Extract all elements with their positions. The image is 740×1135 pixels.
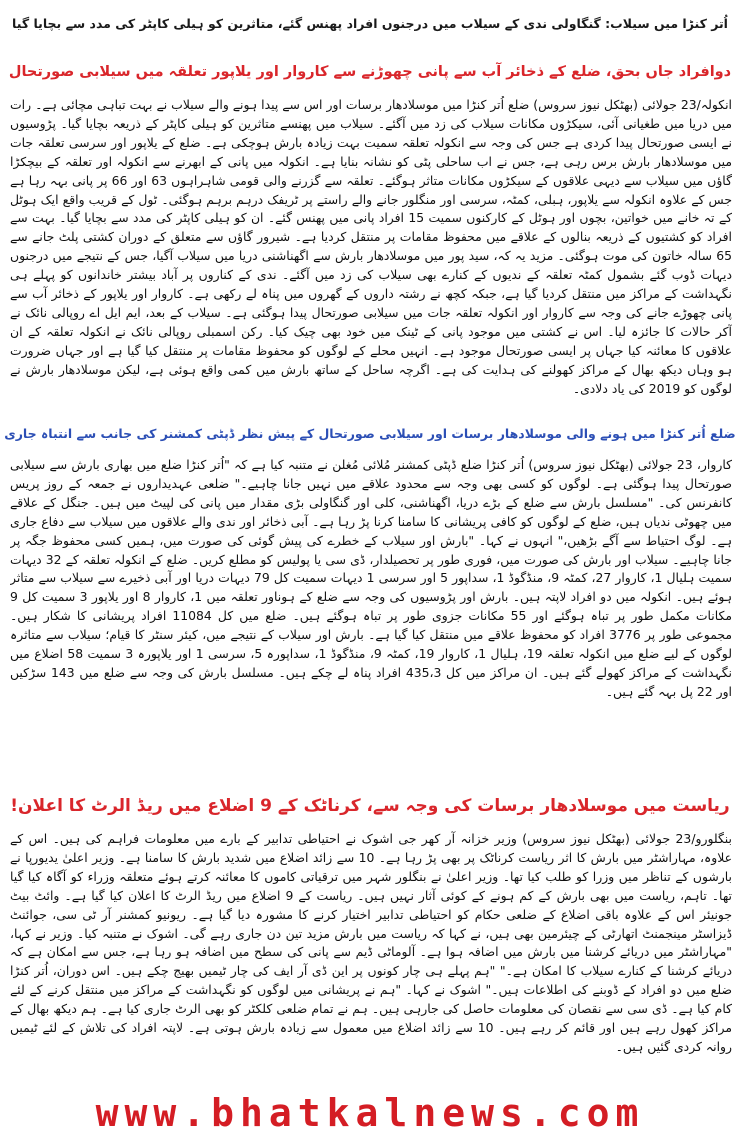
main-headline: اُتر کنڑا میں سیلاب: گنگاولی ندی کے سیلاب میں درجنوں افراد پھنس گئے، متاثرین کو ہیلی کاپٹر کی مدد سے بچایا گیا	[12, 16, 728, 31]
third-headline: ریاست میں موسلادھار برسات کی وجہ سے، کرناٹک کے 9 اضلاع میں ریڈ الرٹ کا اعلان!	[10, 796, 730, 816]
article-second	[10, 456, 732, 782]
article-first-body: انکولہ/23 جولائی (بھٹکل نیوز سروس) ضلع اُتر کنڑا میں موسلادھار برسات اور اس سے پیدا ہونے والے سیلاب نے بہت تباہی مچائی ہے۔ رات میں دریا میں طغیانی آئی، سیکڑوں مکانات سیلاب کی زد میں آگئے۔ سیلاب میں پھنسے متاثرین کو ہیلی کاپٹر کے ذریعہ بچایا گیا۔ پڑوسیوں نے ایسی صورتحال پیدا کردی ہے جس کی وجہ سے انکولہ تعلقہ سمیت بہت زیادہ بارش ہوچکی ہے۔ ضلع کے یلاپور اور سرسی تعلقہ جات میں موسلادھار بارش برس رہی ہے، جس نے اب ساحلی پٹی کو نشانہ بنایا ہے۔ انکولہ میں پانی کے ابھرنے سے انکولہ اور تعلقہ کے بیچکڑا گاؤں میں سیلاب سے دیہی علاقوں کے سیکڑوں مکانات متاثر ہوگئے۔ تعلقہ سے گزرنے والی قومی شاہراہوں 63 اور 66 پر پانی بہہ رہا ہے جس کے علاوہ انکولہ سے یلاپور، ہبلی، کمٹہ، سرسی اور منگلور جانے والے راستے پر ٹریفک درہم برہم ہوگئی۔ ٹول کے قریب واقع ایک ہوٹل کے تہ خانے میں خواتین، بچوں اور ہوٹل کے کارکنوں سمیت 15 افراد پانی میں پھنس گئے۔ ان کو ہیلی کاپٹر کی مدد سے بچایا گیا۔ بہت سے افراد کو کشتیوں کے ذریعہ بنالوں کے علاقے میں محفوظ مقامات پر منتقل کردیا ہے۔ شیرور گاؤں سے متعلق کے دوران کشتی پلٹ جانے سے 65 سالہ خاتون کی موت ہوگئی۔ مزید یہ کہ، سید پور میں موسلادھار بارش سے اگھناشنی دریا میں سیلاب آگیا، جس کے نتیجے میں درجنوں دیہات ڈوب گئے بشمول کمٹہ تعلقہ کے ندیوں کے کنارے بھی سیلاب کی زد میں آگئے۔ ندی کے کناروں پر آباد بیشتر خاندانوں کو پہلے ہی نگہداشت کے مراکز میں منتقل کردیا گیا ہے، جبکہ کچھ نے رشتہ داروں کے گھروں میں پناہ لے رکھی ہے۔ کاروار اور یلاپور کے ذخائر آب سے پانی چھوڑے جانے کی وجہ سے کاروار اور انکولہ تعلقہ جات میں سیلابی صورتحال پیدا ہوگئی ہے۔ سیلاب کے بعد، ایم ایل اے روپالی نائک نے آکر حالات کا جائزہ لیا۔ اس نے کشتی میں موجود پانی کے ٹینک میں خود بھی چیک کیا۔ رکن اسمبلی روپالی نائک نے انکولہ تعلقہ کے ان علاقوں کا معائنہ کیا جہاں پر ایسی صورتحال موجود ہے۔ انہیں محلے کے لوگوں کو محفوظ مقامات پر منتقل کیا گیا ہے اور جہاں ضرورت ہو وہاں دیکھ بھال کے مراکز کھولنے کی ہدایت کی ہے۔ اگرچہ ساحل کے ساتھ بارش میں کمی واقع ہوئی ہے، لیکن موسلادھار بارش نے لوگوں کو 2019 کی یاد دلادی۔	[10, 97, 732, 396]
second-headline: ضلع اُتر کنڑا میں ہونے والی موسلادھار برسات اور سیلابی صورتحال کے پیش نظر ڈپٹی کمشنر کی جانب سے انتباہ جاری	[4, 426, 736, 441]
article-second-body: کاروار، 23 جولائی (بھٹکل نیوز سروس) اُتر کنڑا ضلع ڈپٹی کمشنر مُلائی مُغلن نے متنبہ کیا ہے کہ "اُتر کنڑا ضلع میں بھاری بارش سے سیلابی صورتحال پیدا ہوگئی ہے۔ لوگوں کو کسی بھی وجہ سے محدود علاقے میں نہیں جانا چاہیے۔" ضلعی عہدیداروں نے جمعہ کے روز پریس کانفرنس کی۔ "مسلسل بارش سے ضلع کے بڑے دریا، اگھناشنی، کلی اور گنگاولی بڑی مقدار میں پانی کی لپیٹ میں ہیں۔ جنگل کے علاقے میں چھوٹی ندیاں ہیں، ضلع کے لوگوں کو کافی پریشانی کا سامنا کرنا پڑ رہا ہے۔ آبی ذخائر اور ندی والے علاقوں میں سیلاب سے دفاع جاری ہے۔ لوگ احتیاط سے آگے بڑھیں،" انہوں نے کہا۔ "بارش اور سیلاب کے خطرے کی پیش گوئی کی صورت میں، ہمیں کسی محفوظ جگہ پر جانا چاہیے۔ سیلاب اور بارش کی صورت میں، فوری طور پر تحصیلدار، ڈی سی یا پولیس کو مطلع کریں۔ ضلع کے انکولہ تعلقہ کے 32 دیہات سمیت ہلیال 1، کاروار 27، کمٹہ 9، منڈگوڈ 1، سداپور 5 اور سرسی 1 دیہات سمیت کل 79 دیہات دریا اور آبی ذخیرے سے سیلاب سے متاثر ہوئے ہیں۔ انکولہ میں دو افراد لاپتہ ہیں۔ بارش اور پڑوسیوں کی وجہ سے ضلع کے ہوناور تعلقہ میں 1، کاروار 8 اور یلاپور 3 سمیت کل 9 مکانات مکمل طور پر تباہ ہوگئے اور 55 مکانات جزوی طور پر تباہ ہوگئے ہیں۔ ضلع میں کل 11084 افراد پریشانی کا شکار ہیں۔ مجموعی طور پر 3776 افراد کو محفوظ علاقے میں منتقل کیا گیا ہے۔ بارش اور سیلاب کے نتیجے میں، کیئر سنٹر کا قیام؛ سیلاب سے متاثرہ لوگوں کے لیے ضلع میں انکولہ تعلقہ 19، ہلیال 1، کاروار 19، کمٹہ 9، منڈگوڈ 1، سداپورہ 5، سرسی 1 اور یلاپورہ 3 سمیت 58 اضلاع میں نگہداشت کے مراکز کھولے گئے ہیں۔ ان مراکز میں کل 435،3 افراد پناہ لے چکے ہیں۔ مسلسل بارش کی وجہ سے ضلع میں 143 سڑکیں اور 22 پل بہہ گئے ہیں۔	[10, 457, 732, 699]
article-third	[10, 830, 732, 1098]
article-first	[10, 96, 732, 412]
article-third-body: بنگلورو/23 جولائی (بھٹکل نیوز سروس) وزیر خزانہ آر کھر جی اشوک نے احتیاطی تدابیر کے بارے میں معلومات فراہم کی ہیں۔ اس کے علاوہ، مہاراشٹر میں بارش کا اثر ریاست کرناٹک پر بھی پڑ رہا ہے۔ 10 سے زائد اضلاع میں شدید بارش کا سامنا ہے۔ وزیر اعلیٰ یدیورپا نے بارشوں کے تناظر میں وزرا کو طلب کیا تھا۔ وزیر اعلیٰ نے بنگلور شہر میں ترقیاتی کاموں کا معائنہ کرتے ہوئے متعلقہ وزراء کو آگاہ کیا گیا تھا۔ تاہم، ریاست میں بھی بارش کے کم ہونے کے کوئی آثار نہیں ہیں۔ ریاست کے 9 اضلاع میں ریڈ الرٹ کا اعلان کیا گیا ہے۔ وائٹ بیٹ جونیئر اس کے علاوہ باقی اضلاع کے ضلعی حکام کو احتیاطی تدابیر اختیار کرنے کا مشورہ دیا گیا ہے۔ ریونیو کمشنر آر ٹی سی، جوائنٹ ڈیزاسٹر مینجمنٹ اتھارٹی کے چیئرمین بھی ہیں، نے کہا کہ ریاست میں بارش مزید تین دن جاری رہے گی۔ اشوک نے متنبہ کیا۔ وزیر نے کہا، "مہاراشٹر میں دریائے کرشنا میں بارش میں اضافہ ہوا ہے۔ آلوماٹی ڈیم سے پانی کی سطح میں اضافہ ہو رہا ہے، جس سے امکان ہے کہ دریائے کرشنا کے کنارے سیلاب کا امکان ہے۔" "ہم پہلے ہی چار کونوں پر این ڈی آر ایف کی چار ٹیمیں بھیج چکے ہیں۔ اس دوران، اُتر کنڑا ضلع میں دو افراد کے ڈوبنے کی اطلاعات ہیں۔" اشوک نے کہا۔ "ہم نے پریشانی میں لوگوں کو نگہداشت کے مراکز میں منتقل کرنے کے لئے کام کیا ہے۔ ڈی سی سے نقصان کی معلومات حاصل کی جارہی ہیں۔ ہم نے تمام ضلعی کلکٹر کو بھی الرٹ جاری کیا ہے۔ ہم دیکھ بھال کے مراکز کھول رہے ہیں اور قائم کر رہے ہیں۔ 10 سے زائد اضلاع میں معمول سے زیادہ بارش ہوتی ہے۔ لاپتہ افراد کی تلاش کے لئے ٹیمیں روانہ کردی گئیں ہیں۔	[10, 831, 732, 1054]
website-url: www.bhatkalnews.com	[95, 1091, 645, 1135]
sub-headline: دوافراد جاں بحق، ضلع کے ذخائر آب سے پانی چھوڑنے سے کاروار اور یلاپور تعلقہ میں سیلابی صورتحال	[8, 64, 732, 80]
